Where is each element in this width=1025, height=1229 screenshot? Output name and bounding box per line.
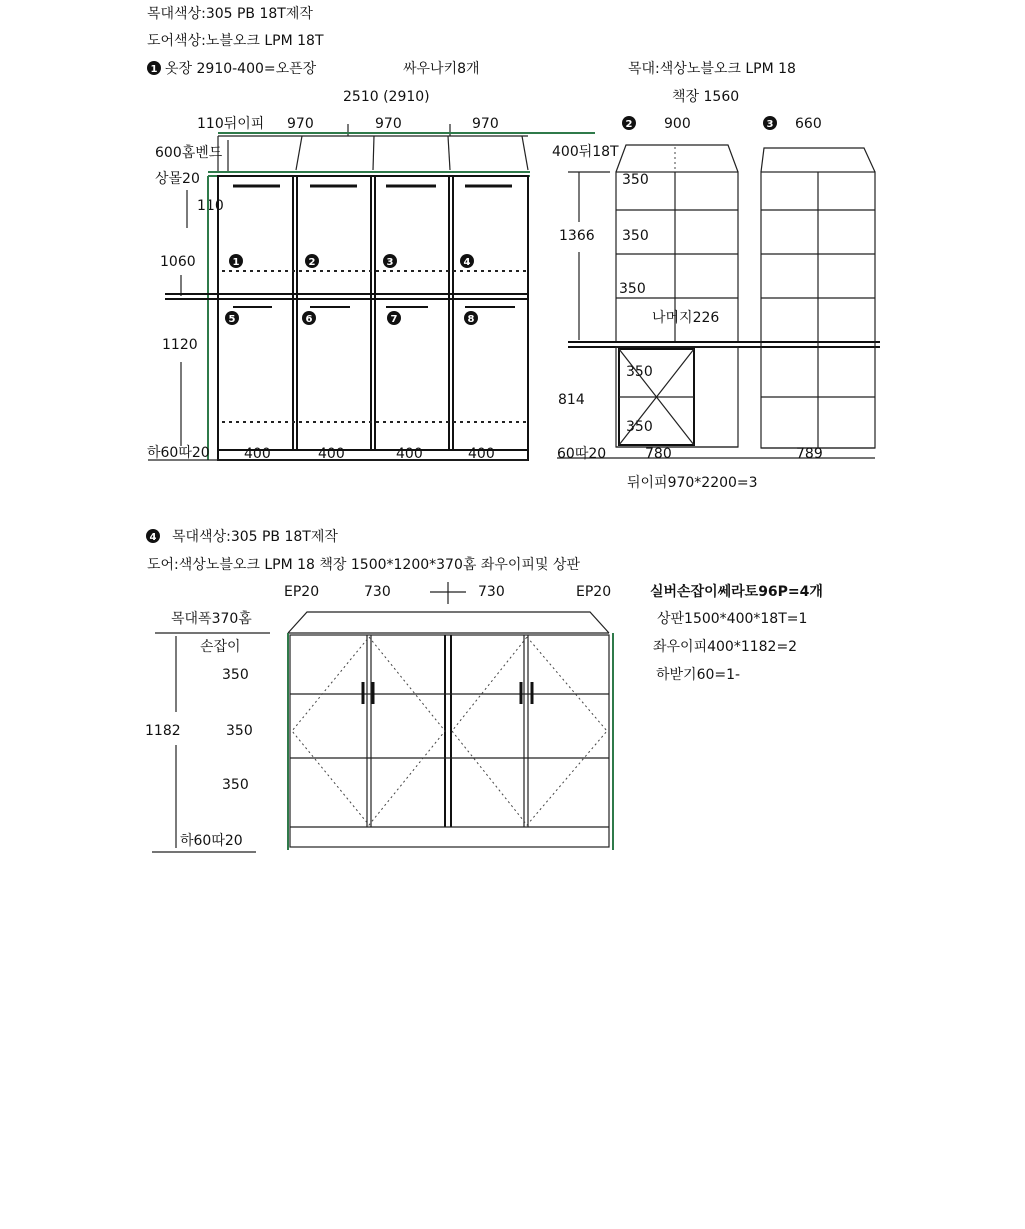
back-panel-label: 110뒤이피 [197,116,265,132]
bookcase2-width: 900 [664,116,691,132]
cabinet4-width-right: 730 [478,584,505,600]
cabinet4-ep-right: EP20 [576,584,612,600]
width-970-b: 970 [375,116,402,132]
bookcase3-width: 660 [795,116,822,132]
bottom-width-4: 400 [468,446,495,462]
bookcase2-upper-height: 1366 [559,228,595,244]
bookcase2-base: 60따20 [557,446,607,462]
bottom-width-2: 400 [318,446,345,462]
cabinet4-body [290,635,609,847]
wardrobe-total-width: 2510 (2910) [343,89,430,105]
dim-1120: 1120 [162,337,198,353]
bookcase2-lower-height: 814 [558,392,585,408]
bookcase-length: 책장 1560 [672,89,740,105]
bookcase2-shelf-1: 350 [622,172,649,188]
dim-1060: 1060 [160,254,196,270]
door-number-2: 2 [308,257,316,268]
cabinet4-color: 목대색상:305 PB 18T제작 [172,529,338,545]
bookcase2-shelf-2: 350 [622,228,649,244]
door-number-8: 8 [467,314,475,325]
cabinet4-part-top: 상판1500*400*18T=1 [657,611,808,627]
door-number-6: 6 [305,314,313,325]
header-door-color: 도어색상:노블오크 LPM 18T [147,33,324,49]
bookcase2-base-width: 780 [645,446,672,462]
bookcase2-back: 400뒤18T [552,144,619,160]
wardrobe-body [218,176,528,460]
header-wood-color: 목대색상:305 PB 18T제작 [147,6,313,22]
cabinet4-shelf-1: 350 [222,667,249,683]
bookcase3-number: 3 [766,119,774,130]
bookcase2-number: 2 [625,119,633,130]
cabinet4-depth: 목대폭370홈 [171,611,252,627]
bookcase-color: 목대:색상노블오크 LPM 18 [628,61,796,77]
bookcase2-remainder: 나머지226 [652,310,720,326]
cabinet4-ep-left: EP20 [284,584,320,600]
bookcase2-shelf-3: 350 [619,281,646,297]
cabinet4-base: 하60따20 [180,833,243,849]
bookcase2-lower-shelf-1: 350 [626,364,653,380]
cabinet4-shelf-2: 350 [226,723,253,739]
item1-number: 1 [150,64,158,75]
door-number-1: 1 [232,257,240,268]
wardrobe-base-label: 하60따20 [147,445,210,461]
door-number-4: 4 [463,257,471,268]
item1-title: 옷장 2910-400=오픈장 [165,61,317,77]
cabinet4-shelf-3: 350 [222,777,249,793]
bottom-width-1: 400 [244,446,271,462]
bottom-width-3: 400 [396,446,423,462]
dim-110: 110 [197,198,224,214]
door-number-3: 3 [386,257,394,268]
cabinet4-handle-note: 실버손잡이쎄라토96P=4개 [650,584,823,600]
cabinet4-handle: 손잡이 [200,639,241,655]
cabinet4-height: 1182 [145,723,181,739]
bookcase3-base-width: 789 [796,446,823,462]
bend-label: 600홈벤드 [155,145,223,161]
door-number-7: 7 [390,314,398,325]
top-mold-label: 상몰20 [155,171,200,187]
door-number-5: 5 [228,314,236,325]
cabinet4-part-sides: 좌우이피400*1182=2 [653,639,798,655]
cabinet4-door-line: 도어:색상노블오크 LPM 18 책장 1500*1200*370홈 좌우이피및 상판 [147,557,580,573]
width-970-a: 970 [287,116,314,132]
bookcase2-lower-shelf-2: 350 [626,419,653,435]
width-970-c: 970 [472,116,499,132]
sauna-key-note: 싸우나키8개 [403,61,480,77]
back-panel-note: 뒤이피970*2200=3 [627,475,758,491]
cabinet4-width-left: 730 [364,584,391,600]
cabinet4-part-base: 하받기60=1- [656,667,741,683]
cabinet4-number: 4 [149,532,157,543]
